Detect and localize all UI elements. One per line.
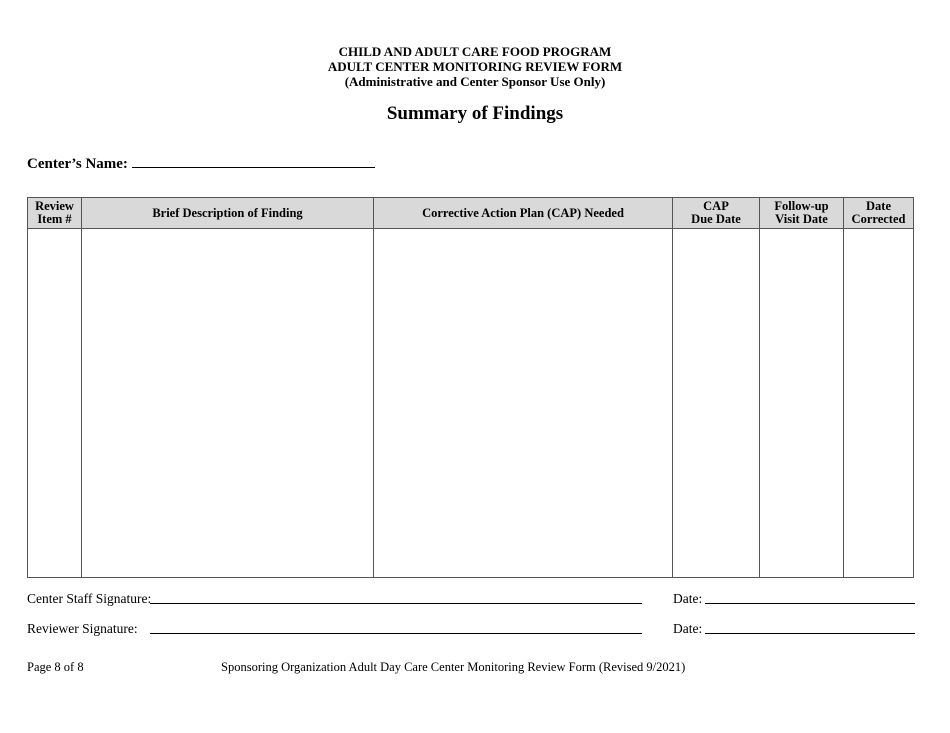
col-review-item: Review Item # [28,198,82,229]
reviewer-signature-line[interactable] [150,621,642,634]
form-name: ADULT CENTER MONITORING REVIEW FORM [327,59,623,74]
col-cap-needed: Corrective Action Plan (CAP) Needed [374,198,673,229]
page-title: Summary of Findings [386,103,564,124]
cell-follow-up-date[interactable] [760,229,844,578]
staff-signature-line[interactable] [150,591,642,604]
reviewer-date-line[interactable] [705,621,915,634]
center-name-label: Center’s Name: [27,156,128,172]
cell-date-corrected[interactable] [844,229,914,578]
cell-description[interactable] [82,229,374,578]
cell-cap-due-date[interactable] [673,229,760,578]
form-header [0,44,950,89]
cell-review-item[interactable] [28,229,82,578]
table-row [28,229,914,578]
staff-date-line[interactable] [705,591,915,604]
reviewer-signature-label: Reviewer Signature: [27,621,138,636]
page-number: Page 8 of 8 [27,660,84,674]
center-name-line[interactable] [132,153,375,168]
usage-note: (Administrative and Center Sponsor Use Only) [344,74,606,89]
table-header-row [28,198,914,229]
col-cap-due-date: CAP Due Date [673,198,760,229]
form-revision: Sponsoring Organization Adult Day Care Center Monitoring Review Form (Revised 9/2021) [221,660,686,674]
staff-date-label: Date: [673,591,703,606]
cell-cap-needed[interactable] [374,229,673,578]
col-date-corrected: Date Corrected [844,198,914,229]
reviewer-date-label: Date: [673,621,703,636]
center-name-field [27,153,375,173]
col-description: Brief Description of Finding [82,198,374,229]
program-name: CHILD AND ADULT CARE FOOD PROGRAM [338,44,612,59]
findings-table [27,197,914,578]
staff-signature-label: Center Staff Signature: [27,591,152,606]
col-follow-up-date: Follow-up Visit Date [760,198,844,229]
